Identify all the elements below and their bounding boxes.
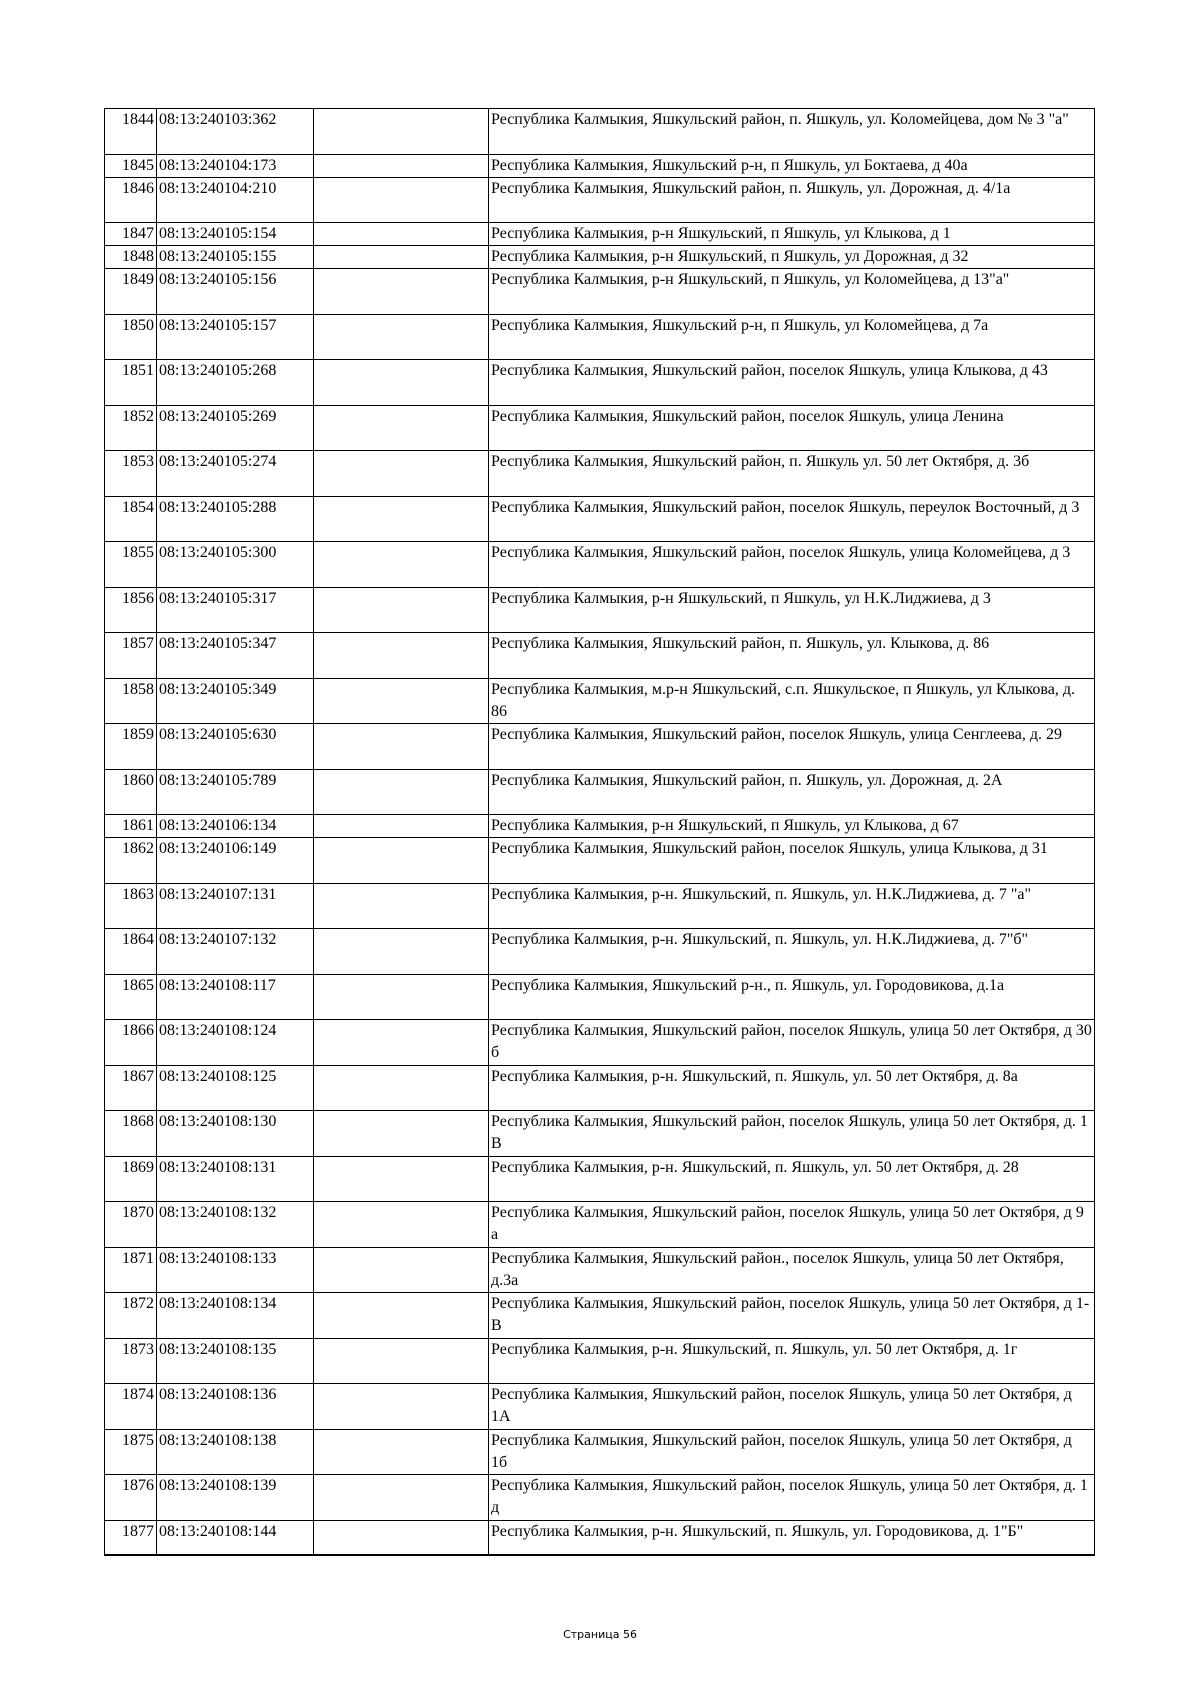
empty-cell — [314, 1065, 489, 1111]
empty-cell — [314, 542, 489, 588]
empty-cell — [314, 678, 489, 724]
row-number-cell: 1862 — [105, 838, 157, 884]
page-footer: Страница 56 — [563, 1628, 637, 1641]
row-number-cell: 1855 — [105, 542, 157, 588]
table-row — [105, 1202, 1095, 1248]
table-row — [105, 1429, 1095, 1475]
empty-cell — [314, 269, 489, 315]
row-number-cell: 1870 — [105, 1202, 157, 1248]
cadastral-number-cell: 08:13:240105:155 — [157, 246, 314, 269]
cadastral-registry-table — [104, 108, 1095, 1556]
empty-cell — [314, 1475, 489, 1521]
address-cell: Республика Калмыкия, Яшкульский район, поселок Яшкуль, улица 50 лет Октября, д 1А — [489, 1384, 1095, 1430]
table-row — [105, 815, 1095, 838]
address-cell: Республика Калмыкия, р-н Яшкульский, п Яшкуль, ул Клыкова, д 1 — [489, 223, 1095, 246]
table-row — [105, 1065, 1095, 1111]
row-number-cell: 1865 — [105, 974, 157, 1020]
row-number-cell: 1866 — [105, 1020, 157, 1066]
address-cell: Республика Калмыкия, Яшкульский район., поселок Яшкуль, улица 50 лет Октября, д.3а — [489, 1247, 1095, 1293]
address-cell: Республика Калмыкия, Яшкульский район, поселок Яшкуль, улица Ленина — [489, 405, 1095, 451]
cadastral-number-cell: 08:13:240105:789 — [157, 769, 314, 815]
empty-cell — [314, 223, 489, 246]
table-row — [105, 929, 1095, 975]
cadastral-number-cell: 08:13:240108:134 — [157, 1293, 314, 1339]
row-number-cell: 1869 — [105, 1156, 157, 1202]
empty-cell — [314, 724, 489, 770]
table-row — [105, 1338, 1095, 1384]
empty-cell — [314, 815, 489, 838]
table-row — [105, 314, 1095, 360]
table-row — [105, 269, 1095, 315]
address-cell: Республика Калмыкия, м.р-н Яшкульский, с.п. Яшкульское, п Яшкуль, ул Клыкова, д. 86 — [489, 678, 1095, 724]
row-number-cell: 1874 — [105, 1384, 157, 1430]
table-row — [105, 724, 1095, 770]
cadastral-number-cell: 08:13:240108:130 — [157, 1111, 314, 1157]
address-cell: Республика Калмыкия, р-н Яшкульский, п Яшкуль, ул Н.К.Лиджиева, д 3 — [489, 587, 1095, 633]
address-cell: Республика Калмыкия, р-н. Яшкульский, п. Яшкуль, ул. 50 лет Октября, д. 8а — [489, 1065, 1095, 1111]
row-number-cell: 1876 — [105, 1475, 157, 1521]
row-number-cell: 1848 — [105, 246, 157, 269]
row-number-cell: 1847 — [105, 223, 157, 246]
address-cell: Республика Калмыкия, р-н. Яшкульский, п. Яшкуль, ул. Н.К.Лиджиева, д. 7 "а" — [489, 883, 1095, 929]
cadastral-number-cell: 08:13:240108:132 — [157, 1202, 314, 1248]
cadastral-number-cell: 08:13:240107:131 — [157, 883, 314, 929]
row-number-cell: 1850 — [105, 314, 157, 360]
row-number-cell: 1845 — [105, 154, 157, 177]
address-cell: Республика Калмыкия, Яшкульский район, поселок Яшкуль, улица Сенглеева, д. 29 — [489, 724, 1095, 770]
address-cell: Республика Калмыкия, р-н Яшкульский, п Яшкуль, ул Дорожная, д 32 — [489, 246, 1095, 269]
table-row — [105, 1520, 1095, 1555]
table-row — [105, 1384, 1095, 1430]
empty-cell — [314, 1429, 489, 1475]
empty-cell — [314, 1020, 489, 1066]
row-number-cell: 1872 — [105, 1293, 157, 1339]
table-row — [105, 223, 1095, 246]
address-cell: Республика Калмыкия, р-н Яшкульский, п Яшкуль, ул Клыкова, д 67 — [489, 815, 1095, 838]
address-cell: Республика Калмыкия, Яшкульский р-н., п. Яшкуль, ул. Городовикова, д.1а — [489, 974, 1095, 1020]
empty-cell — [314, 405, 489, 451]
cadastral-number-cell: 08:13:240106:149 — [157, 838, 314, 884]
cadastral-number-cell: 08:13:240105:349 — [157, 678, 314, 724]
table-row — [105, 769, 1095, 815]
row-number-cell: 1868 — [105, 1111, 157, 1157]
cadastral-number-cell: 08:13:240108:133 — [157, 1247, 314, 1293]
empty-cell — [314, 587, 489, 633]
row-number-cell: 1864 — [105, 929, 157, 975]
address-cell: Республика Калмыкия, Яшкульский район, поселок Яшкуль, улица 50 лет Октября, д 9 а — [489, 1202, 1095, 1248]
address-cell: Республика Калмыкия, Яшкульский район, п. Яшкуль ул. 50 лет Октября, д. 3б — [489, 451, 1095, 497]
cadastral-number-cell: 08:13:240108:138 — [157, 1429, 314, 1475]
cadastral-number-cell: 08:13:240105:317 — [157, 587, 314, 633]
address-cell: Республика Калмыкия, Яшкульский р-н, п Яшкуль, ул Коломейцева, д 7а — [489, 314, 1095, 360]
address-cell: Республика Калмыкия, Яшкульский район, поселок Яшкуль, улица 50 лет Октября, д 1б — [489, 1429, 1095, 1475]
table-row — [105, 451, 1095, 497]
empty-cell — [314, 1202, 489, 1248]
table-row — [105, 633, 1095, 679]
table-row — [105, 838, 1095, 884]
table-row — [105, 1293, 1095, 1339]
empty-cell — [314, 1338, 489, 1384]
row-number-cell: 1867 — [105, 1065, 157, 1111]
table-row — [105, 1156, 1095, 1202]
address-cell: Республика Калмыкия, Яшкульский район, поселок Яшкуль, переулок Восточный, д 3 — [489, 496, 1095, 542]
address-cell: Республика Калмыкия, р-н. Яшкульский, п. Яшкуль, ул. 50 лет Октября, д. 28 — [489, 1156, 1095, 1202]
empty-cell — [314, 883, 489, 929]
row-number-cell: 1877 — [105, 1520, 157, 1555]
row-number-cell: 1857 — [105, 633, 157, 679]
address-cell: Республика Калмыкия, Яшкульский район, поселок Яшкуль, улица 50 лет Октября, д 30 б — [489, 1020, 1095, 1066]
cadastral-number-cell: 08:13:240104:173 — [157, 154, 314, 177]
address-cell: Республика Калмыкия, р-н. Яшкульский, п. Яшкуль, ул. Н.К.Лиджиева, д. 7"б" — [489, 929, 1095, 975]
registry-table-body — [105, 109, 1095, 1556]
empty-cell — [314, 360, 489, 406]
table-row — [105, 496, 1095, 542]
row-number-cell: 1856 — [105, 587, 157, 633]
cadastral-number-cell: 08:13:240105:154 — [157, 223, 314, 246]
table-row — [105, 154, 1095, 177]
cadastral-number-cell: 08:13:240105:347 — [157, 633, 314, 679]
cadastral-number-cell: 08:13:240108:139 — [157, 1475, 314, 1521]
address-cell: Республика Калмыкия, Яшкульский район, поселок Яшкуль, улица 50 лет Октября, д. 1 д — [489, 1475, 1095, 1521]
cadastral-number-cell: 08:13:240108:131 — [157, 1156, 314, 1202]
address-cell: Республика Калмыкия, р-н. Яшкульский, п. Яшкуль, ул. 50 лет Октября, д. 1г — [489, 1338, 1095, 1384]
address-cell: Республика Калмыкия, р-н Яшкульский, п Яшкуль, ул Коломейцева, д 13"а" — [489, 269, 1095, 315]
empty-cell — [314, 177, 489, 223]
cadastral-number-cell: 08:13:240105:157 — [157, 314, 314, 360]
cadastral-number-cell: 08:13:240105:288 — [157, 496, 314, 542]
empty-cell — [314, 1156, 489, 1202]
empty-cell — [314, 314, 489, 360]
cadastral-number-cell: 08:13:240105:156 — [157, 269, 314, 315]
empty-cell — [314, 929, 489, 975]
empty-cell — [314, 1520, 489, 1555]
table-row — [105, 1475, 1095, 1521]
table-row — [105, 246, 1095, 269]
address-cell: Республика Калмыкия, Яшкульский район, п. Яшкуль, ул. Коломейцева, дом № 3 "а" — [489, 109, 1095, 155]
row-number-cell: 1849 — [105, 269, 157, 315]
cadastral-number-cell: 08:13:240105:300 — [157, 542, 314, 588]
row-number-cell: 1858 — [105, 678, 157, 724]
address-cell: Республика Калмыкия, Яшкульский район, п. Яшкуль, ул. Дорожная, д. 2А — [489, 769, 1095, 815]
empty-cell — [314, 1384, 489, 1430]
empty-cell — [314, 496, 489, 542]
empty-cell — [314, 246, 489, 269]
cadastral-number-cell: 08:13:240107:132 — [157, 929, 314, 975]
table-row — [105, 1020, 1095, 1066]
cadastral-number-cell: 08:13:240105:268 — [157, 360, 314, 406]
cadastral-number-cell: 08:13:240104:210 — [157, 177, 314, 223]
table-row — [105, 542, 1095, 588]
table-row — [105, 587, 1095, 633]
cadastral-number-cell: 08:13:240105:630 — [157, 724, 314, 770]
table-row — [105, 678, 1095, 724]
row-number-cell: 1871 — [105, 1247, 157, 1293]
row-number-cell: 1844 — [105, 109, 157, 155]
table-row — [105, 1247, 1095, 1293]
cadastral-number-cell: 08:13:240105:274 — [157, 451, 314, 497]
empty-cell — [314, 974, 489, 1020]
cadastral-number-cell: 08:13:240108:125 — [157, 1065, 314, 1111]
address-cell: Республика Калмыкия, Яшкульский район, поселок Яшкуль, улица 50 лет Октября, д. 1 В — [489, 1111, 1095, 1157]
address-cell: Республика Калмыкия, Яшкульский район, поселок Яшкуль, улица 50 лет Октября, д 1-В — [489, 1293, 1095, 1339]
table-row — [105, 109, 1095, 155]
empty-cell — [314, 154, 489, 177]
table-row — [105, 177, 1095, 223]
table-row — [105, 360, 1095, 406]
row-number-cell: 1859 — [105, 724, 157, 770]
row-number-cell: 1860 — [105, 769, 157, 815]
empty-cell — [314, 1247, 489, 1293]
address-cell: Республика Калмыкия, Яшкульский район, поселок Яшкуль, улица Клыкова, д 43 — [489, 360, 1095, 406]
cadastral-number-cell: 08:13:240108:124 — [157, 1020, 314, 1066]
address-cell: Республика Калмыкия, Яшкульский район, поселок Яшкуль, улица Клыкова, д 31 — [489, 838, 1095, 884]
empty-cell — [314, 1111, 489, 1157]
address-cell: Республика Калмыкия, р-н. Яшкульский, п. Яшкуль, ул. Городовикова, д. 1"Б" — [489, 1520, 1095, 1555]
cadastral-number-cell: 08:13:240108:117 — [157, 974, 314, 1020]
empty-cell — [314, 633, 489, 679]
address-cell: Республика Калмыкия, Яшкульский р-н, п Яшкуль, ул Боктаева, д 40а — [489, 154, 1095, 177]
address-cell: Республика Калмыкия, Яшкульский район, п. Яшкуль, ул. Клыкова, д. 86 — [489, 633, 1095, 679]
empty-cell — [314, 109, 489, 155]
cadastral-number-cell: 08:13:240108:136 — [157, 1384, 314, 1430]
address-cell: Республика Калмыкия, Яшкульский район, п. Яшкуль, ул. Дорожная, д. 4/1а — [489, 177, 1095, 223]
table-row — [105, 974, 1095, 1020]
row-number-cell: 1853 — [105, 451, 157, 497]
row-number-cell: 1854 — [105, 496, 157, 542]
row-number-cell: 1873 — [105, 1338, 157, 1384]
empty-cell — [314, 1293, 489, 1339]
table-row — [105, 405, 1095, 451]
empty-cell — [314, 769, 489, 815]
empty-cell — [314, 838, 489, 884]
row-number-cell: 1861 — [105, 815, 157, 838]
row-number-cell: 1875 — [105, 1429, 157, 1475]
cadastral-number-cell: 08:13:240103:362 — [157, 109, 314, 155]
empty-cell — [314, 451, 489, 497]
row-number-cell: 1852 — [105, 405, 157, 451]
cadastral-number-cell: 08:13:240105:269 — [157, 405, 314, 451]
row-number-cell: 1863 — [105, 883, 157, 929]
cadastral-number-cell: 08:13:240108:135 — [157, 1338, 314, 1384]
table-row — [105, 1111, 1095, 1157]
address-cell: Республика Калмыкия, Яшкульский район, поселок Яшкуль, улица Коломейцева, д 3 — [489, 542, 1095, 588]
cadastral-number-cell: 08:13:240106:134 — [157, 815, 314, 838]
cadastral-number-cell: 08:13:240108:144 — [157, 1520, 314, 1555]
table-row — [105, 883, 1095, 929]
row-number-cell: 1851 — [105, 360, 157, 406]
row-number-cell: 1846 — [105, 177, 157, 223]
